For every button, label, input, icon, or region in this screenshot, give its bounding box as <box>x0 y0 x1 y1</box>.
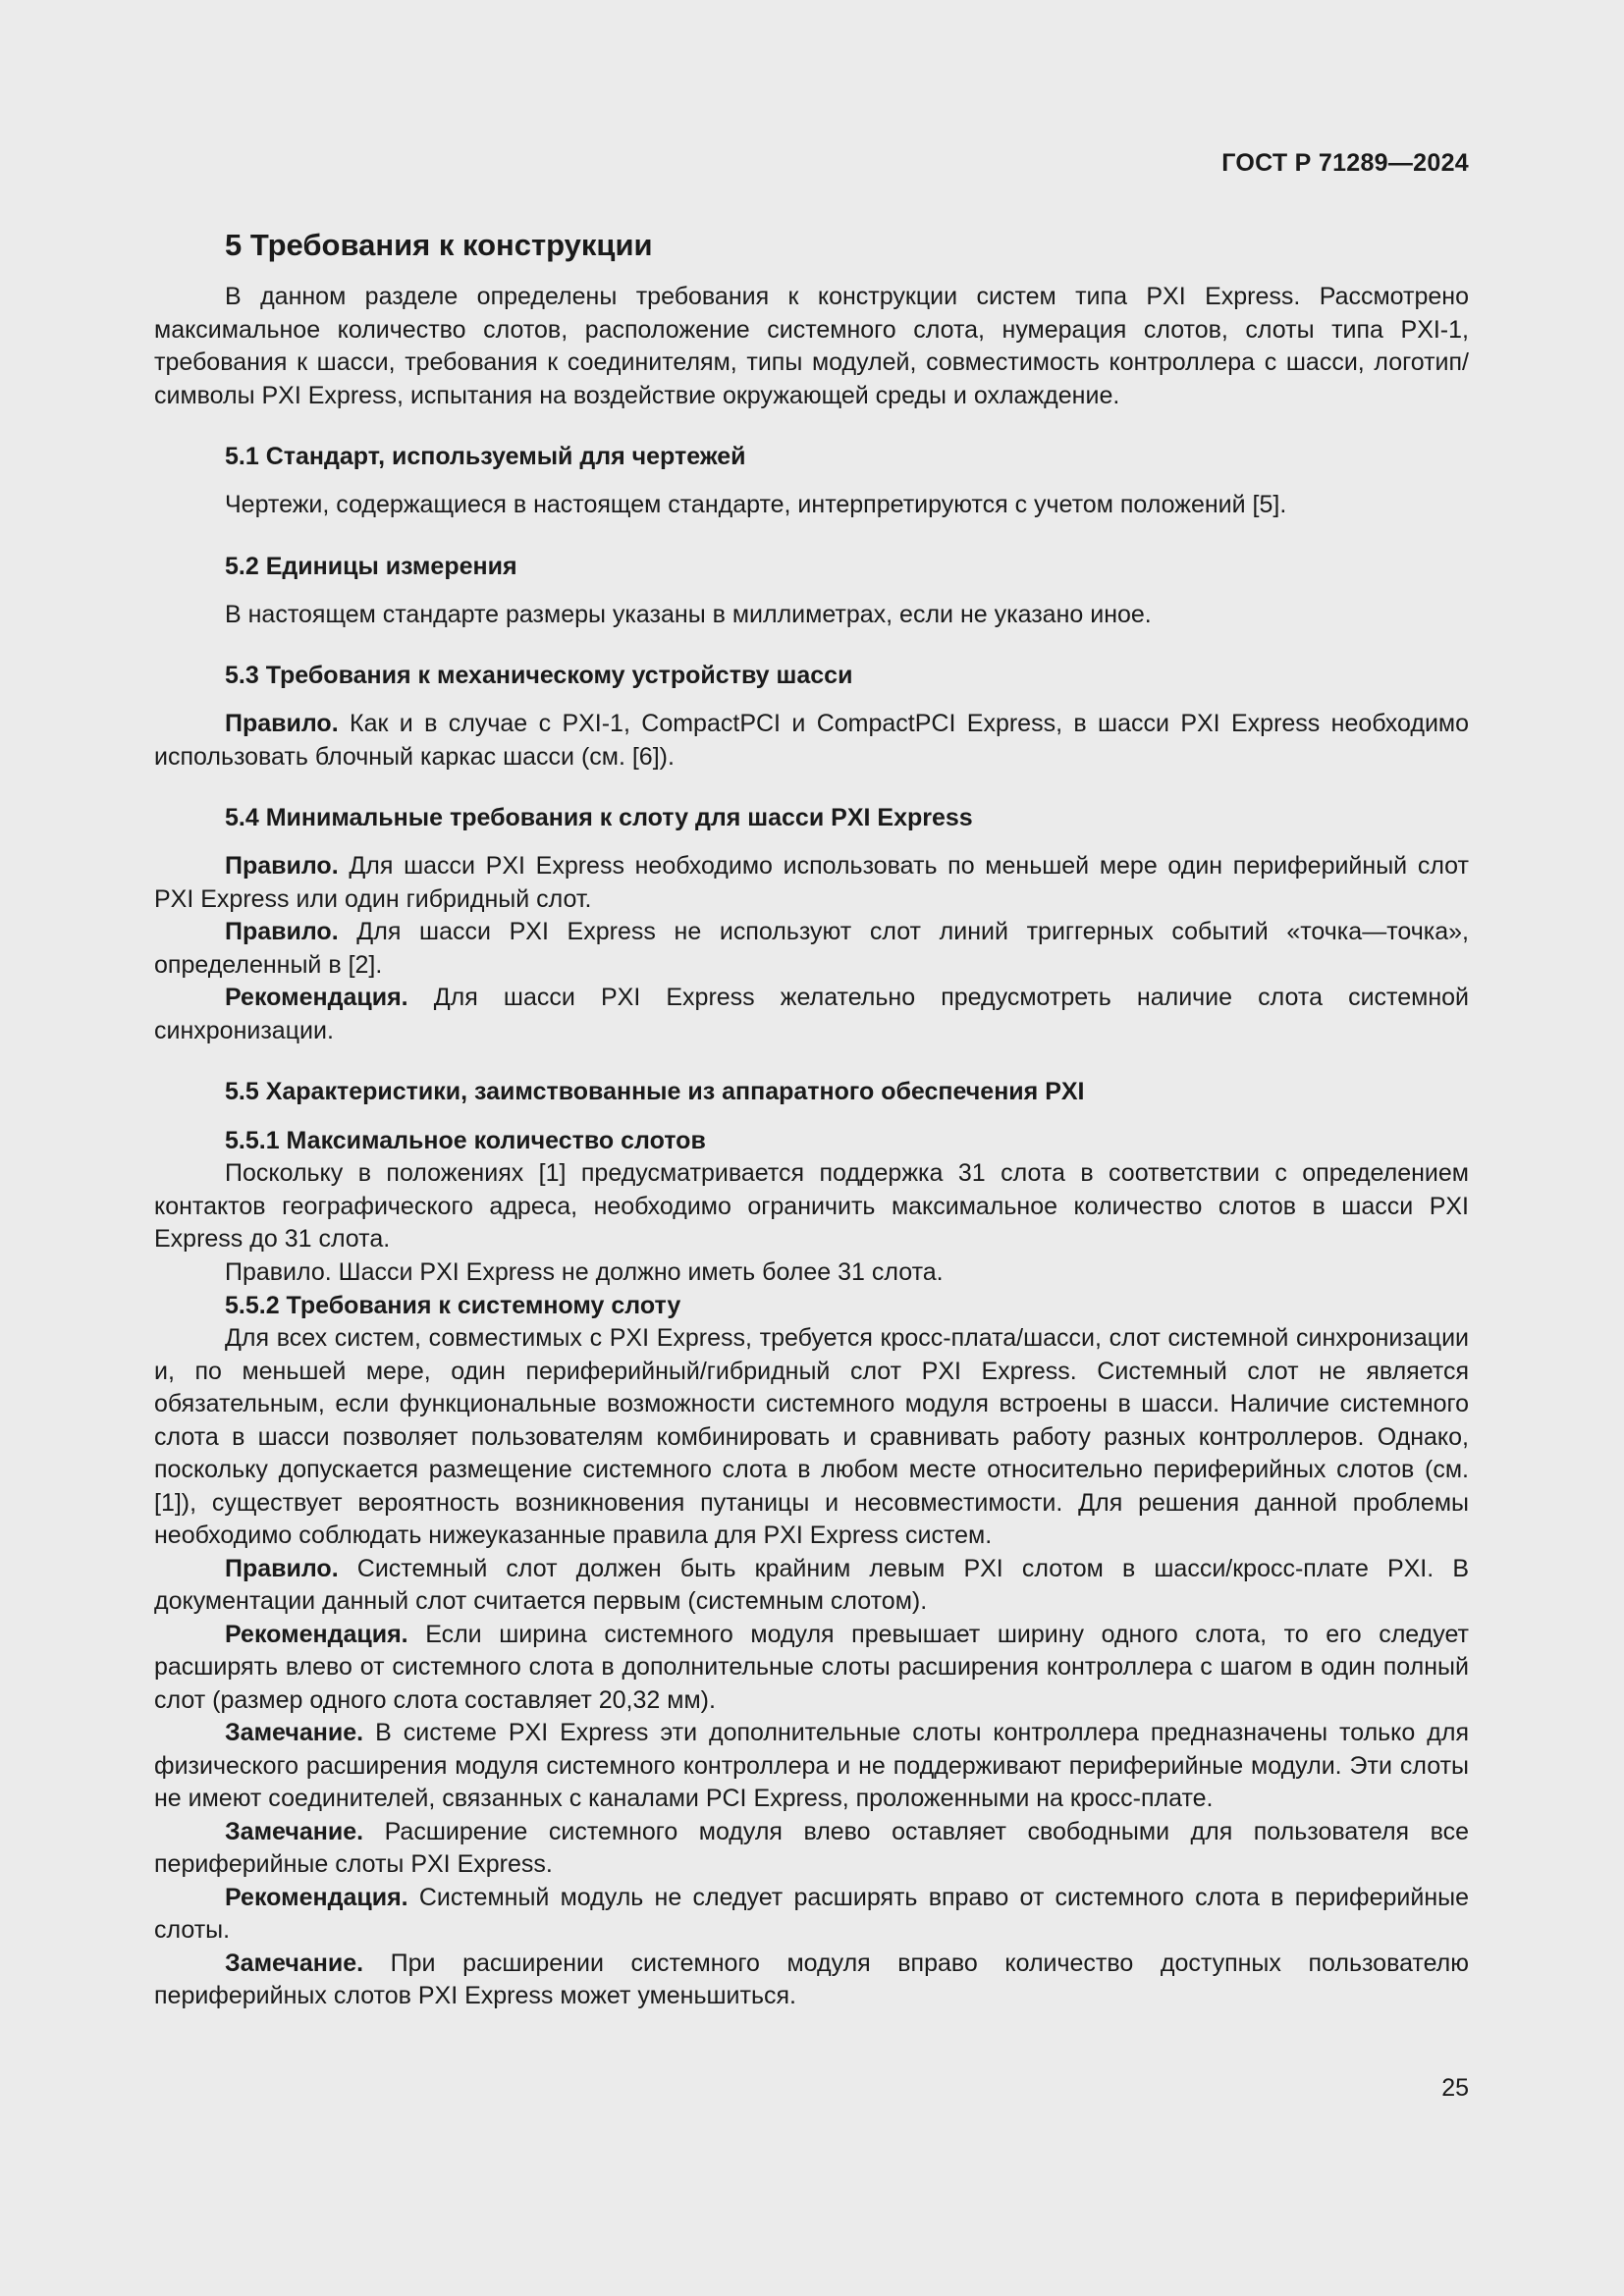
recommendation-label: Рекомендация. <box>225 984 408 1011</box>
rule-paragraph <box>154 1553 1469 1619</box>
subsection-text-5-1: Чертежи, содержащиеся в настоящем стандарте, интерпретируются с учетом положений [5]. <box>225 491 1287 518</box>
section-intro: В данном разделе определены требования к конструкции систем типа PXI Express. Рассмотрено максимальное количество слотов, расположение системного слота, нумерация слотов, слоты типа PXI-1, требования к шасси, требования к соединителям, типы модулей, совместимость контроллера с шасси, логотип/символы PXI Express, испытания на воздействие окружающей среды и охлаждение. <box>154 283 1469 409</box>
page-body <box>154 147 1469 2013</box>
note-label: Замечание. <box>225 1949 364 1977</box>
subsection-text-5-5-2: Для всех систем, совместимых с PXI Express, требуется кросс-плата/шасси, слот системной синхронизации и, по меньшей мере, один периферийный/гибридный слот PXI Express. Системный слот не является обязательным, если функциональные возможности системного модуля встроены в шасси. Наличие системного слота в шасси позволяет пользователям комбинировать и сравнивать работу разных контроллеров. Однако, поскольку допускается размещение системного слота в любом месте относительно периферийных слотов (см. [1]), существует вероятность возникновения путаницы и несовместимости. Для решения данной проблемы необходимо соблюдать нижеуказанные правила для PXI Express систем. <box>154 1324 1469 1549</box>
document-id: ГОСТ Р 71289—2024 <box>1221 149 1469 177</box>
rule-text: Для шасси PXI Express не используют слот линий триггерных событий «точка—точка», определенный в [2]. <box>154 918 1469 979</box>
subsection-title-5-2: 5.2 Единицы измерения <box>225 552 517 580</box>
note-text: В системе PXI Express эти дополнительные слоты контроллера предназначены только для физического расширения модуля системного контроллера и не поддерживают периферийные модули. Эти слоты не имеют соединителей, связанных с каналами PCI Express, проложенными на кросс-плате. <box>154 1719 1469 1812</box>
rule-paragraph <box>154 708 1469 774</box>
subsection-title-5-4: 5.4 Минимальные требования к слоту для шасси PXI Express <box>225 804 973 831</box>
subsection-title-5-5: 5.5 Характеристики, заимствованные из аппаратного обеспечения PXI <box>225 1078 1085 1105</box>
page-number: 25 <box>1441 2074 1469 2102</box>
note-label: Замечание. <box>225 1817 364 1845</box>
recommendation-paragraph <box>154 982 1469 1047</box>
recommendation-text: Системный модуль не следует расширять вправо от системного слота в периферийные слоты. <box>154 1883 1469 1944</box>
subsection-title-5-5-2: 5.5.2 Требования к системному слоту <box>225 1292 681 1319</box>
rule-paragraph <box>154 916 1469 982</box>
rule-text: Как и в случае с PXI-1, CompactPCI и CompactPCI Express, в шасси PXI Express необходимо использовать блочный каркас шасси (см. [6]). <box>154 710 1469 771</box>
recommendation-text: Если ширина системного модуля превышает ширину одного слота, то его следует расширять влево от системного слота в дополнительные слоты расширения контроллера с шагом в один полный слот (размер одного слота составляет 20,32 мм). <box>154 1620 1469 1714</box>
recommendation-paragraph <box>154 1882 1469 1948</box>
recommendation-label: Рекомендация. <box>225 1883 408 1911</box>
note-text: При расширении системного модуля вправо количество доступных пользователю периферийных слотов PXI Express может уменьшиться. <box>154 1949 1469 2009</box>
rule-paragraph <box>154 850 1469 916</box>
rule-label: Правило. <box>225 1554 339 1582</box>
section-title: 5 Требования к конструкции <box>225 228 653 262</box>
rule-text: Для шасси PXI Express необходимо использовать по меньшей мере один периферийный слот PXI Express или один гибридный слот. <box>154 852 1469 913</box>
rule-text: Системный слот должен быть крайним левым PXI слотом в шасси/кросс-плате PXI. В документации данный слот считается первым (системным слотом). <box>154 1554 1469 1615</box>
recommendation-label: Рекомендация. <box>225 1620 408 1648</box>
note-paragraph <box>154 1717 1469 1816</box>
note-paragraph <box>154 1948 1469 2013</box>
subsection-text-5-2: В настоящем стандарте размеры указаны в миллиметрах, если не указано иное. <box>225 600 1152 628</box>
subsection-title-5-5-1: 5.5.1 Максимальное количество слотов <box>225 1127 706 1154</box>
rule-label: Правило. <box>225 852 339 880</box>
rule-label: Правило. <box>225 710 339 737</box>
note-paragraph <box>154 1816 1469 1882</box>
recommendation-text: Для шасси PXI Express желательно предусмотреть наличие слота системной синхронизации. <box>154 984 1469 1044</box>
rule-paragraph: Правило. Шасси PXI Express не должно иметь более 31 слота. <box>225 1257 944 1286</box>
subsection-title-5-1: 5.1 Стандарт, используемый для чертежей <box>225 443 746 470</box>
subsection-text-5-5-1: Поскольку в положениях [1] предусматривается поддержка 31 слота в соответствии с определением контактов географического адреса, необходимо ограничить максимальное количество слотов в шасси PXI Express до 31 слота. <box>154 1159 1469 1253</box>
subsection-title-5-3: 5.3 Требования к механическому устройству шасси <box>225 662 853 689</box>
note-text: Расширение системного модуля влево оставляет свободными для пользователя все периферийные слоты PXI Express. <box>154 1817 1469 1878</box>
rule-label: Правило. <box>225 918 339 945</box>
note-label: Замечание. <box>225 1719 364 1746</box>
recommendation-paragraph <box>154 1619 1469 1718</box>
